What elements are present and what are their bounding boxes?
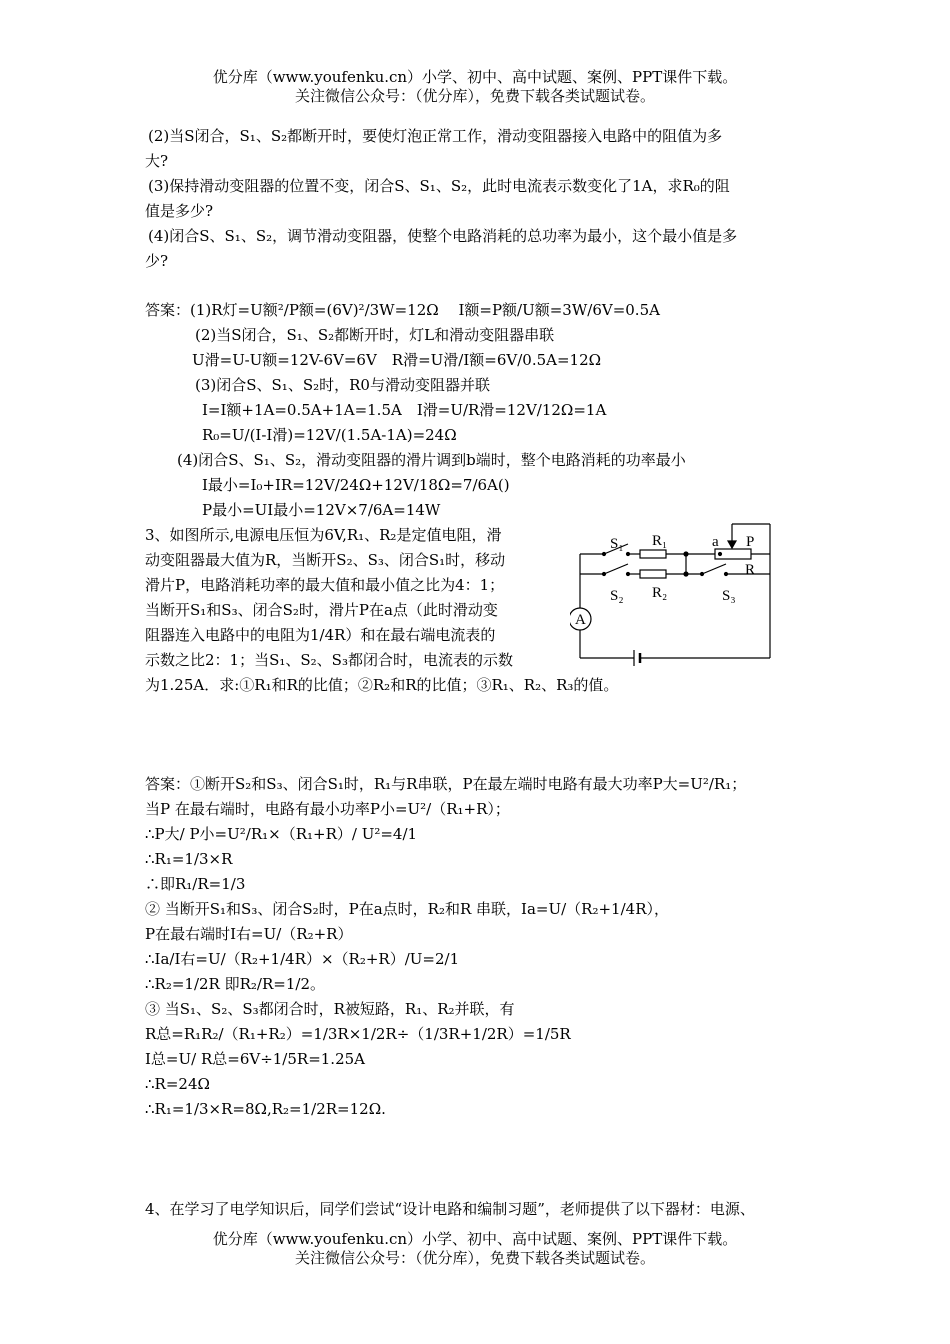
q3-line3: 滑片P，电路消耗功率的最大值和最小值之比为4：1； (145, 576, 505, 594)
q2-part3-line2: 值是多少? (145, 202, 214, 220)
answer2-line6: R₀=U/(I-I滑)=12V/(1.5A-1A)=24Ω (202, 426, 457, 444)
answer2-line7: (4)闭合S、S₁、S₂，滑动变阻器的滑片调到b端时，整个电路消耗的功率最小 (177, 451, 686, 469)
rheostat-a-label: a (712, 534, 719, 550)
answer3-line9: ∴R₂=1/2R 即R₂/R=1/2。 (145, 975, 325, 993)
q2-part2-line1: (2)当S闭合，S₁、S₂都断开时，要使灯泡正常工作，滑动变阻器接入电路中的阻值为多 (148, 127, 723, 145)
q3-line7: 为1.25A．求:①R₁和R的比值；②R₂和R的比值；③R₁、R₂、R₃的值。 (145, 676, 619, 694)
answer3-line12: I总=U/ R总=6V÷1/5R=1.25A (145, 1050, 365, 1068)
answer2-line3: U滑=U-U额=12V-6V=6V R滑=U滑/I额=6V/0.5A=12Ω (192, 351, 602, 369)
slider-p-label: P (746, 534, 755, 550)
resistor-r1-label: R₁ (652, 533, 668, 549)
footer-line-1: 优分库（www.youfenku.cn）小学、初中、高中试题、案例、PPT课件下载。 (212, 1230, 738, 1248)
q2-part2-line2: 大? (145, 152, 169, 170)
answer2-line4: (3)闭合S、S₁、S₂时，R0与滑动变阻器并联 (195, 376, 490, 394)
header-line-2: 关注微信公众号：（优分库），免费下载各类试题试卷。 (294, 87, 655, 105)
ammeter-icon: A (575, 612, 586, 628)
switch-s2-label: S₂ (610, 588, 624, 604)
q3-line4: 当断开S₁和S₃、闭合S₂时，滑片P在a点（此时滑动变 (145, 601, 498, 619)
answer3-line6: ② 当断开S₁和S₃、闭合S₂时，P在a点时，R₂和R 串联，Ia=U/（R₂+1/4R）， (145, 900, 669, 918)
q2-part3-line1: (3)保持滑动变阻器的位置不变，闭合S、S₁、S₂，此时电流表示数变化了1A，求R₀的阻 (148, 177, 730, 195)
footer-line-2: 关注微信公众号：（优分库），免费下载各类试题试卷。 (294, 1249, 655, 1267)
answer3-line7: P在最右端时I右=U/（R₂+R） (145, 925, 353, 943)
answer3-line1: 答案：①断开S₂和S₃、闭合S₁时，R₁与R串联，P在最左端时电路有最大功率P大=U²/R₁； (145, 775, 747, 793)
q2-part4-line1: (4)闭合S、S₁、S₂，调节滑动变阻器，使整个电路消耗的总功率为最小，这个最小值是多 (148, 227, 738, 245)
answer2-line1: 答案：(1)R灯=U额²/P额=(6V)²/3W=12Ω I额=P额/U额=3W/6V=0.5A (145, 301, 660, 319)
q4-line1: 4、在学习了电学知识后，同学们尝试“设计电路和编制习题”，老师提供了以下器材：电源、 (145, 1200, 755, 1218)
answer3-line2: 当P 在最右端时，电路有最小功率P小=U²/（R₁+R）； (145, 800, 510, 818)
answer3-line13: ∴R=24Ω (145, 1075, 210, 1093)
q3-line5: 阻器连入电路中的电阻为1/4R）和在最右端电流表的 (145, 626, 496, 644)
resistor-r2-label: R₂ (652, 585, 668, 601)
answer3-line11: R总=R₁R₂/（R₁+R₂）=1/3R×1/2R÷（1/3R+1/2R）=1/5R (145, 1025, 571, 1043)
header-line-1: 优分库（www.youfenku.cn）小学、初中、高中试题、案例、PPT课件下载。 (212, 68, 738, 86)
rheostat-r-label: R (745, 562, 756, 578)
answer3-line10: ③ 当S₁、S₂、S₃都闭合时，R被短路，R₁、R₂并联，有 (145, 1000, 515, 1018)
answer3-line14: ∴R₁=1/3×R=8Ω,R₂=1/2R=12Ω. (145, 1100, 386, 1118)
q3-line1: 3、如图所示,电源电压恒为6V,R₁、R₂是定值电阻，滑 (145, 526, 502, 544)
q2-part4-line2: 少? (145, 252, 169, 270)
answer2-line5: I=I额+1A=0.5A+1A=1.5A I滑=U/R滑=12V/12Ω=1A (202, 401, 607, 419)
switch-s1-label: S₁ (610, 536, 624, 552)
answer3-line4: ∴R₁=1/3×R (145, 850, 233, 868)
answer2-line9: P最小=UI最小=12V×7/6A=14W (202, 501, 441, 519)
q3-line2: 动变阻器最大值为R，当断开S₂、S₃、闭合S₁时，移动 (145, 551, 506, 569)
answer3-line8: ∴Ia/I右=U/（R₂+1/4R）×（R₂+R）/U=2/1 (145, 950, 460, 968)
answer2-line8: I最小=I₀+IR=12V/24Ω+12V/18Ω=7/6A() (202, 476, 510, 494)
switch-s3-label: S₃ (722, 588, 736, 604)
answer2-line2: (2)当S闭合，S₁、S₂都断开时，灯L和滑动变阻器串联 (195, 326, 555, 344)
answer3-line3: ∴P大/ P小=U²/R₁×（R₁+R）/ U²=4/1 (145, 825, 418, 843)
answer3-line5: ∴即R₁/R=1/3 (145, 875, 246, 893)
circuit-diagram (570, 520, 780, 670)
q3-line6: 示数之比2：1；当S₁、S₂、S₃都闭合时，电流表的示数 (145, 651, 513, 669)
